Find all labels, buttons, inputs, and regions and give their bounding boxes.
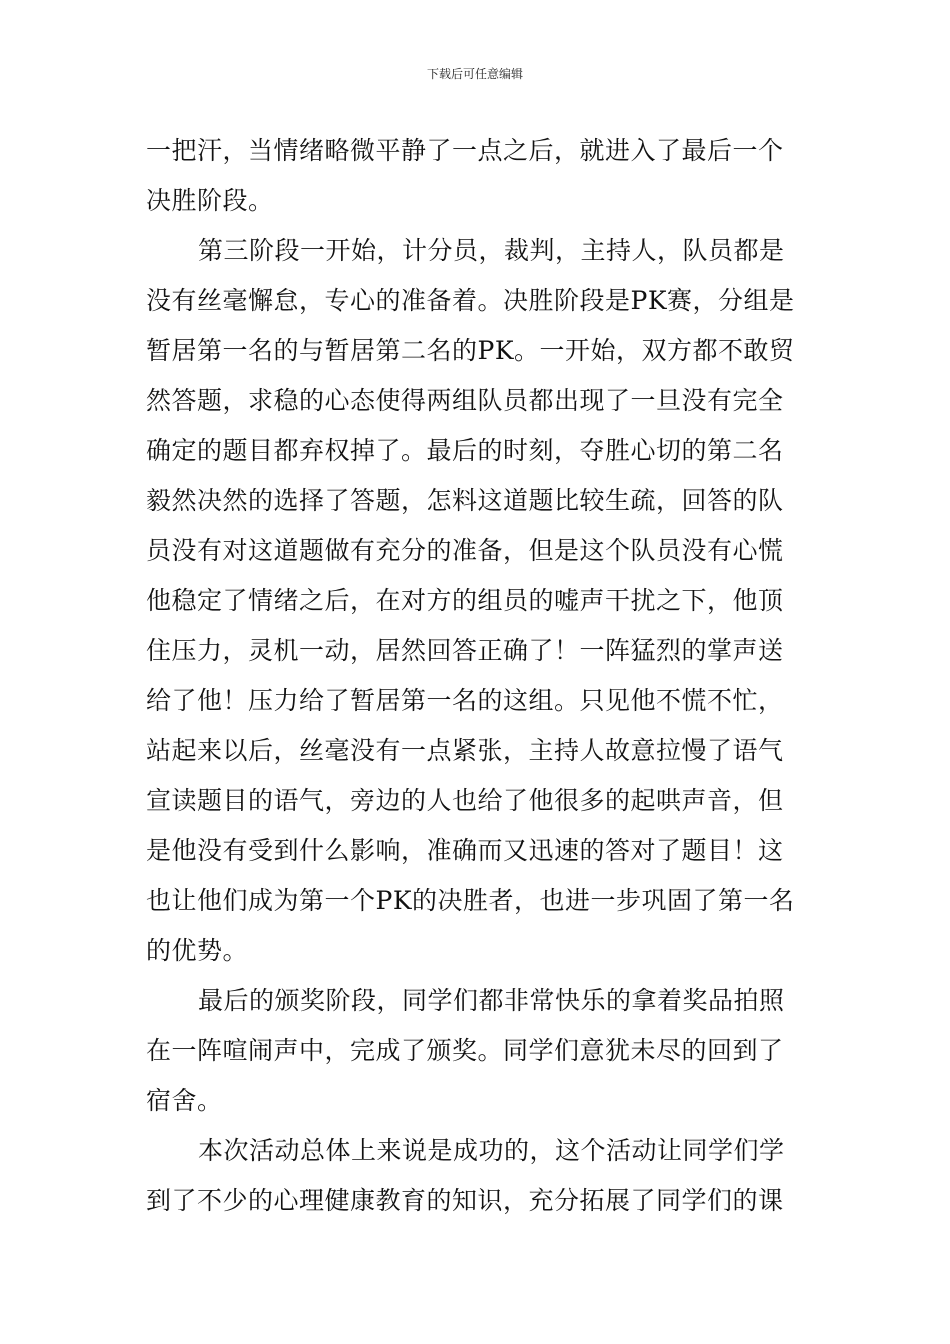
text-line: 到了不少的心理健康教育的知识，充分拓展了同学们的课 bbox=[146, 1186, 784, 1215]
text-line: 决胜阶段。 bbox=[146, 186, 274, 215]
text-line: 住压力，灵机一动，居然回答正确了！一阵猛烈的掌声送 bbox=[146, 636, 784, 665]
text-line: 他稳定了情绪之后，在对方的组员的嘘声干扰之下，他顶 bbox=[146, 586, 784, 615]
paragraph-start-line: 第三阶段一开始，计分员，裁判，主持人，队员都是 bbox=[198, 236, 785, 265]
text-line: 在一阵喧闹声中，完成了颁奖。同学们意犹未尽的回到了 bbox=[146, 1036, 784, 1065]
text-line: 确定的题目都弃权掉了。最后的时刻，夺胜心切的第二名 bbox=[146, 436, 784, 465]
text-line: 暂居第一名的与暂居第二名的PK。一开始，双方都不敢贸 bbox=[146, 336, 795, 365]
paragraph-start-line: 本次活动总体上来说是成功的，这个活动让同学们学 bbox=[198, 1136, 785, 1165]
text-line: 然答题，求稳的心态使得两组队员都出现了一旦没有完全 bbox=[146, 386, 784, 415]
text-line: 毅然决然的选择了答题，怎料这道题比较生疏，回答的队 bbox=[146, 486, 784, 515]
body-text bbox=[146, 126, 808, 1226]
paragraph-start-line: 最后的颁奖阶段，同学们都非常快乐的拿着奖品拍照 bbox=[198, 986, 785, 1015]
text-line: 没有丝毫懈怠，专心的准备着。决胜阶段是PK赛，分组是 bbox=[146, 286, 795, 315]
text-line: 的优势。 bbox=[146, 936, 249, 965]
text-line: 员没有对这道题做有充分的准备，但是这个队员没有心慌 bbox=[146, 536, 784, 565]
text-line: 一把汗，当情绪略微平静了一点之后，就进入了最后一个 bbox=[146, 136, 784, 165]
text-line: 宿舍。 bbox=[146, 1086, 223, 1115]
text-line: 宣读题目的语气，旁边的人也给了他很多的起哄声音，但 bbox=[146, 786, 784, 815]
text-line: 站起来以后，丝毫没有一点紧张，主持人故意拉慢了语气 bbox=[146, 736, 784, 765]
page-header: 下载后可任意编辑 bbox=[426, 67, 523, 81]
text-line: 给了他！压力给了暂居第一名的这组。只见他不慌不忙， bbox=[146, 686, 784, 715]
text-line: 也让他们成为第一个PK的决胜者，也进一步巩固了第一名 bbox=[146, 886, 795, 915]
text-line: 是他没有受到什么影响，准确而又迅速的答对了题目！这 bbox=[146, 836, 784, 865]
